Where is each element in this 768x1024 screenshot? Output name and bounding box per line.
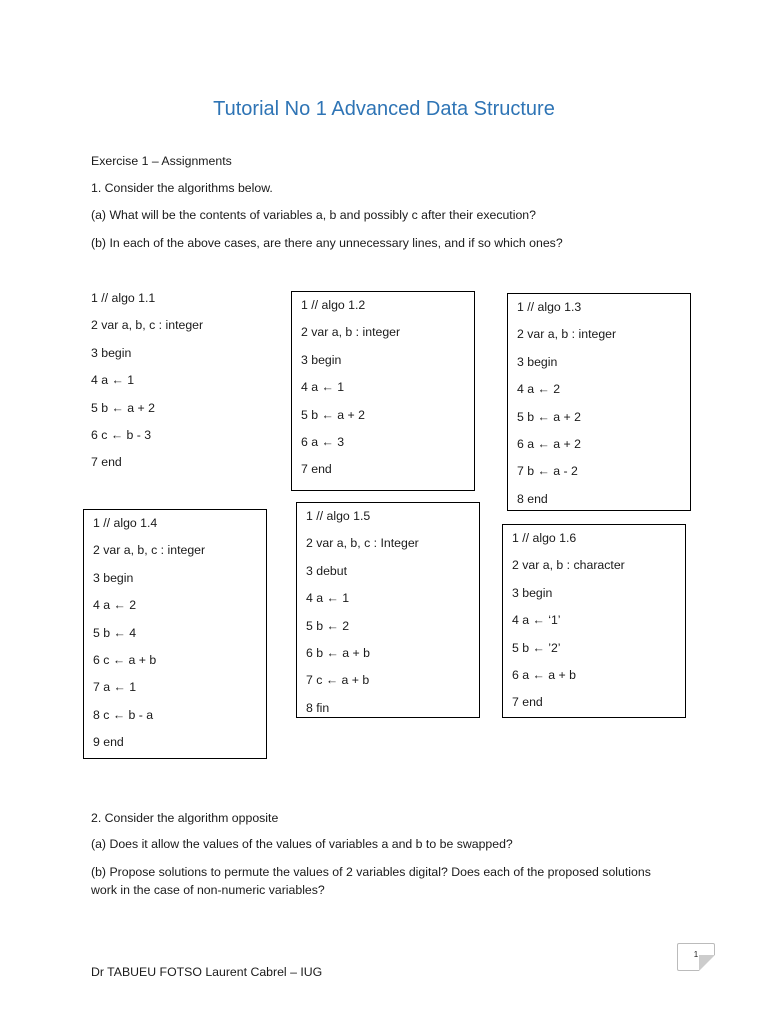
document-title: Tutorial No 1 Advanced Data Structure [213,98,555,120]
code-line: 4 a ← 1 [306,591,350,606]
algo-1-5-box [296,502,480,718]
question-1b: (b) In each of the above cases, are there any unnecessary lines, and if so which ones? [91,236,563,250]
code-line: 2 var a, b : integer [301,325,401,340]
code-line: 3 begin [512,585,553,600]
code-line: 7 a ← 1 [93,680,137,695]
code-line: 1 // algo 1.4 [93,516,158,530]
code-line: 7 end [301,462,332,477]
page-number-box [677,943,715,971]
code-line: 2 var a, b : integer [517,327,617,342]
code-line: 2 var a, b, c : integer [93,543,206,558]
code-line: 5 b ← a + 2 [91,400,155,415]
question-1: 1. Consider the algorithms below. [91,181,273,195]
code-line: 4 a ← 2 [93,598,137,613]
code-line: 6 b ← a + b [306,645,370,660]
question-2b: (b) Propose solutions to permute the values of 2 variables digital? Does each of the proposed solutions work in the case of non-numeric variables? [91,865,651,897]
footer-author: Dr TABUEU FOTSO Laurent Cabrel – IUG [91,965,323,979]
code-line: 6 c ← a + b [93,652,157,667]
code-line: 3 begin [91,345,132,360]
code-line: 3 begin [301,352,342,367]
page-number: 1 [693,950,699,959]
code-line: 4 a ← ‘1’ [512,613,561,628]
code-line: 5 b ← 2 [306,618,350,633]
code-line: 3 begin [517,354,558,369]
code-line: 3 begin [93,570,134,585]
exercise-1-heading: Exercise 1 – Assignments [91,154,232,168]
code-line: 3 debut [306,563,348,578]
algo-1-3-box [507,293,691,511]
code-line: 1 // algo 1.1 [91,291,156,305]
code-line: 4 a ← 1 [91,373,135,388]
code-line: 2 var a, b, c : integer [91,318,204,333]
code-line: 4 a ← 2 [517,382,561,397]
question-1a: (a) What will be the contents of variables a, b and possibly c after their execution? [91,208,536,222]
code-line: 8 end [517,491,548,506]
code-line: 4 a ← 1 [301,380,345,395]
code-line: 7 c ← a + b [306,673,370,688]
code-line: 1 // algo 1.3 [517,300,582,314]
code-line: 1 // algo 1.5 [306,509,371,523]
code-line: 6 a ← a + b [512,667,576,682]
code-line: 1 // algo 1.2 [301,298,366,312]
question-2a: (a) Does it allow the values of the values of variables a and b to be swapped? [91,837,513,851]
code-line: 9 end [93,735,124,750]
code-line: 6 a ← a + 2 [517,436,581,451]
code-line: 6 c ← b - 3 [91,427,152,442]
code-line: 1 // algo 1.6 [512,531,577,545]
page-fold-icon [699,955,715,971]
code-line: 5 b ← a + 2 [517,409,581,424]
question-2: 2. Consider the algorithm opposite [91,811,279,825]
code-line: 7 end [91,455,122,470]
code-line: 6 a ← 3 [301,434,345,449]
code-line: 8 c ← b - a [93,707,154,722]
code-line: 5 b ← ’2’ [512,640,561,655]
code-line: 5 b ← a + 2 [301,407,365,422]
code-line: 2 var a, b : character [512,558,625,573]
algo-1-4-box [83,509,267,759]
code-line: 5 b ← 4 [93,625,137,640]
code-line: 2 var a, b, c : Integer [306,536,419,551]
code-line: 7 b ← a - 2 [517,464,578,479]
algo-1-2-box [291,291,475,491]
code-line: 7 end [512,695,543,710]
algo-1-1-block [91,289,203,481]
algo-1-6-box [502,524,686,718]
code-line: 8 fin [306,700,330,715]
